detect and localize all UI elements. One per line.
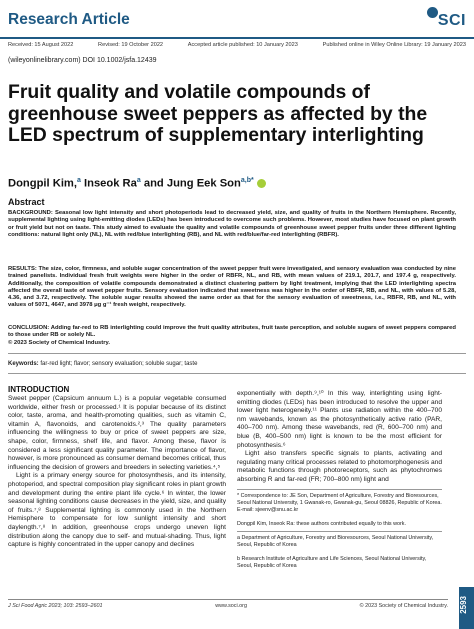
- affiliation-a: a Department of Agriculture, Forestry and Bioresources, Seoul National University, Seoul, Republic of Korea: [237, 535, 434, 548]
- section-label: Research Article: [8, 11, 130, 28]
- introduction-heading: INTRODUCTION: [8, 385, 70, 394]
- received-date: Received: 15 August 2022: [8, 42, 74, 48]
- affiliation-rule: [237, 531, 442, 532]
- author-3-affiliation: a,b*: [240, 177, 254, 184]
- results-tail: fresh weight, respectively.: [111, 302, 186, 309]
- page-footer: [8, 603, 448, 609]
- sci-logo: [402, 4, 466, 32]
- abstract-background: [8, 210, 456, 239]
- author-2[interactable]: Inseok Ra: [80, 177, 137, 190]
- keywords-rule-top: [8, 353, 466, 354]
- author-list: [8, 177, 266, 190]
- keywords-text: far-red light; flavor; sensory evaluation; soluble sugar; taste: [38, 361, 198, 367]
- author-3[interactable]: and Jung Eek Son: [140, 177, 241, 190]
- journal-header: [0, 0, 474, 37]
- abstract-results: [8, 266, 456, 310]
- orcid-icon[interactable]: [257, 179, 266, 188]
- author-2-affiliation: a: [136, 177, 141, 184]
- revised-date: Revised: 19 October 2022: [98, 42, 164, 48]
- accepted-date: Accepted article published: 10 January 2023: [187, 42, 298, 48]
- abstract-copyright: © 2023 Society of Chemical Industry.: [8, 339, 110, 346]
- affiliation-b: b Research Institute of Agriculture and Life Sciences, Seoul National University, Seoul, Republic of Korea: [237, 556, 427, 569]
- conclusion-text: Adding far-red to RB interlighting could improve the fruit quality attributes, fruit taste perception, and soluble sugars of sweet peppers compared to those under RB or solely NL.: [8, 325, 456, 339]
- contribution-note: Dongpil Kim, Inseok Ra: these authors contributed equally to this work.: [237, 521, 406, 527]
- footnote-rule: [237, 489, 442, 490]
- keywords-rule-bottom: [8, 373, 466, 374]
- abstract-conclusion: [8, 325, 456, 347]
- journal-citation: J Sci Food Agric 2023; 103: 2593–2601: [8, 603, 103, 609]
- logo-dot-icon: [427, 7, 438, 18]
- author-1-affiliation: a: [76, 177, 81, 184]
- background-text: Seasonal low light intensity and short photoperiods lead to decreased yield, size, and quality of fruits in the Northern Hemisphere. Recently, supplemental lighting using light-emitting diodes (LEDs) has been introduced to overcome such problems. However, most studies have focused on plant growth or fruit yield but not on taste. This study aimed to evaluate the quality and volatile compounds of greenhouse sweet pepper fruits under three different lighting conditions: natural light only (NL), NL with red/blue interlighting (RB), and NL with red/blue/far-red interlighting (RBFR).: [8, 210, 456, 238]
- keywords-line: [8, 361, 197, 367]
- published-date: Published online in Wiley Online Library: 19 January 2023: [322, 42, 466, 48]
- conclusion-label: CONCLUSION:: [8, 325, 50, 331]
- article-title: Fruit quality and volatile compounds of greenhouse sweet peppers as affected by the LED spectrum of supplementary interlighting: [8, 81, 428, 146]
- footer-copyright: © 2023 Society of Chemical Industry.: [359, 603, 448, 609]
- results-unit: g⁻¹: [102, 302, 112, 309]
- results-text: The size, color, firmness, and soluble sugar concentration of the sweet pepper fruit were investigated, and sensory evaluation was conducted by nine trained panelists. Individual fresh fruit weights were higher in the order of RBFR, NL, and RB, with mean values of 219.1, 201.7, and 197.4 g, respectively. Additionally, the composition of volatile compounds demonstrated a distinct clustering pattern by light treatment, implying that the LED interlighting spectra affected the overall taste of sweet pepper fruits. Sensory evaluation indicated that sweetness was higher in the order of RBFR, RB, and NL, with values of 5.28, 4.36, and 3.72, respectively. The soluble sugar results showed the same order as that for the sensory evaluation of sweetness, i.e., RBFR, RB, and NL, with values of 5071, 4647, and 3978 μg: [8, 266, 456, 309]
- intro-paragraph-4: Light also transfers specific signals to plants, activating and regulating many critical processes related to photomorphogenesis and metabolic functions through photoreceptors, such as phytochromes absorbing R and far-red (FR; 700–800 nm) light and: [237, 450, 442, 483]
- correspondence-note: * Correspondence to: JE Son, Department of Agriculture, Forestry and Bioresources, Seoul National University, 1 Gwanak-ro, Gwanak-gu, Seoul 08826, Republic of Korea. E-mail: sjeenv@snu.ac.kr: [237, 493, 442, 513]
- abstract-heading: Abstract: [8, 197, 45, 207]
- background-label: BACKGROUND:: [8, 210, 53, 216]
- intro-paragraph-3: exponentially with depth.⁹,¹⁰ In this way, interlighting using light-emitting diodes (LEDs) has been introduced to resolve the upper and lower light heterogeneity.¹¹ Plants use radiation within the 400–700 nm wavebands, known as the photosynthetically active ratio (PAR, 400–700 nm). Among these wavebands, red (R, 600–700 nm) and blue (B, 400–500 nm) light is known to be the most efficient for photosynthesis.⁶: [237, 390, 442, 449]
- page-number: 2593: [459, 596, 468, 614]
- logo-text: SCI: [437, 12, 466, 29]
- doi-line[interactable]: (wileyonlinelibrary.com) DOI 10.1002/jsfa.12439: [8, 57, 157, 64]
- keywords-label: Keywords:: [8, 361, 39, 367]
- author-1[interactable]: Dongpil Kim,: [8, 177, 77, 190]
- header-rule: [0, 37, 474, 39]
- intro-paragraph-2: Light is a primary energy source for photosynthesis, and its intensity, photoperiod, and spectral composition play significant roles in plant growth and development during the entire plant life cycle.⁶ In winter, the lower seasonal lighting conditions cause decreases in the yield, size, and quality of fruits.⁷,⁸ Supplemental lighting is commonly used in the Northern Hemisphere to compensate for low sunlight intensity and short daylength.⁷,⁸ In addition, greenhouse crops undergo uneven light distribution along the canopy due to self- and mutual-shading. Thus, light capture is highly concentrated in the upper canopy and declines: [8, 472, 226, 549]
- footer-site[interactable]: www.soci.org: [215, 603, 247, 609]
- results-label: RESULTS:: [8, 266, 37, 272]
- intro-paragraph-1: Sweet pepper (Capsicum annuum L.) is a popular vegetable consumed worldwide, either fresh or processed.¹ It is popular because of its distinct color, taste, aroma, and health-promoting qualities, such as vitamin C, vitamin A, flavonoids, and carotenoids.²,³ The quality parameters influencing the willingness to buy or price of sweet peppers are size, shape, color, firmness, shelf life, and flavor. Among these, flavor is considered a less significant quality parameter. The importance of flavor, however, is more pronounced as consumer demand becomes critical, thus influencing the decision of growers and breeders in selecting varieties.⁴,⁵: [8, 395, 226, 471]
- intro-right-column: [237, 390, 442, 485]
- footer-rule: [8, 599, 448, 600]
- intro-left-column: [8, 395, 226, 550]
- article-dates: [8, 42, 466, 48]
